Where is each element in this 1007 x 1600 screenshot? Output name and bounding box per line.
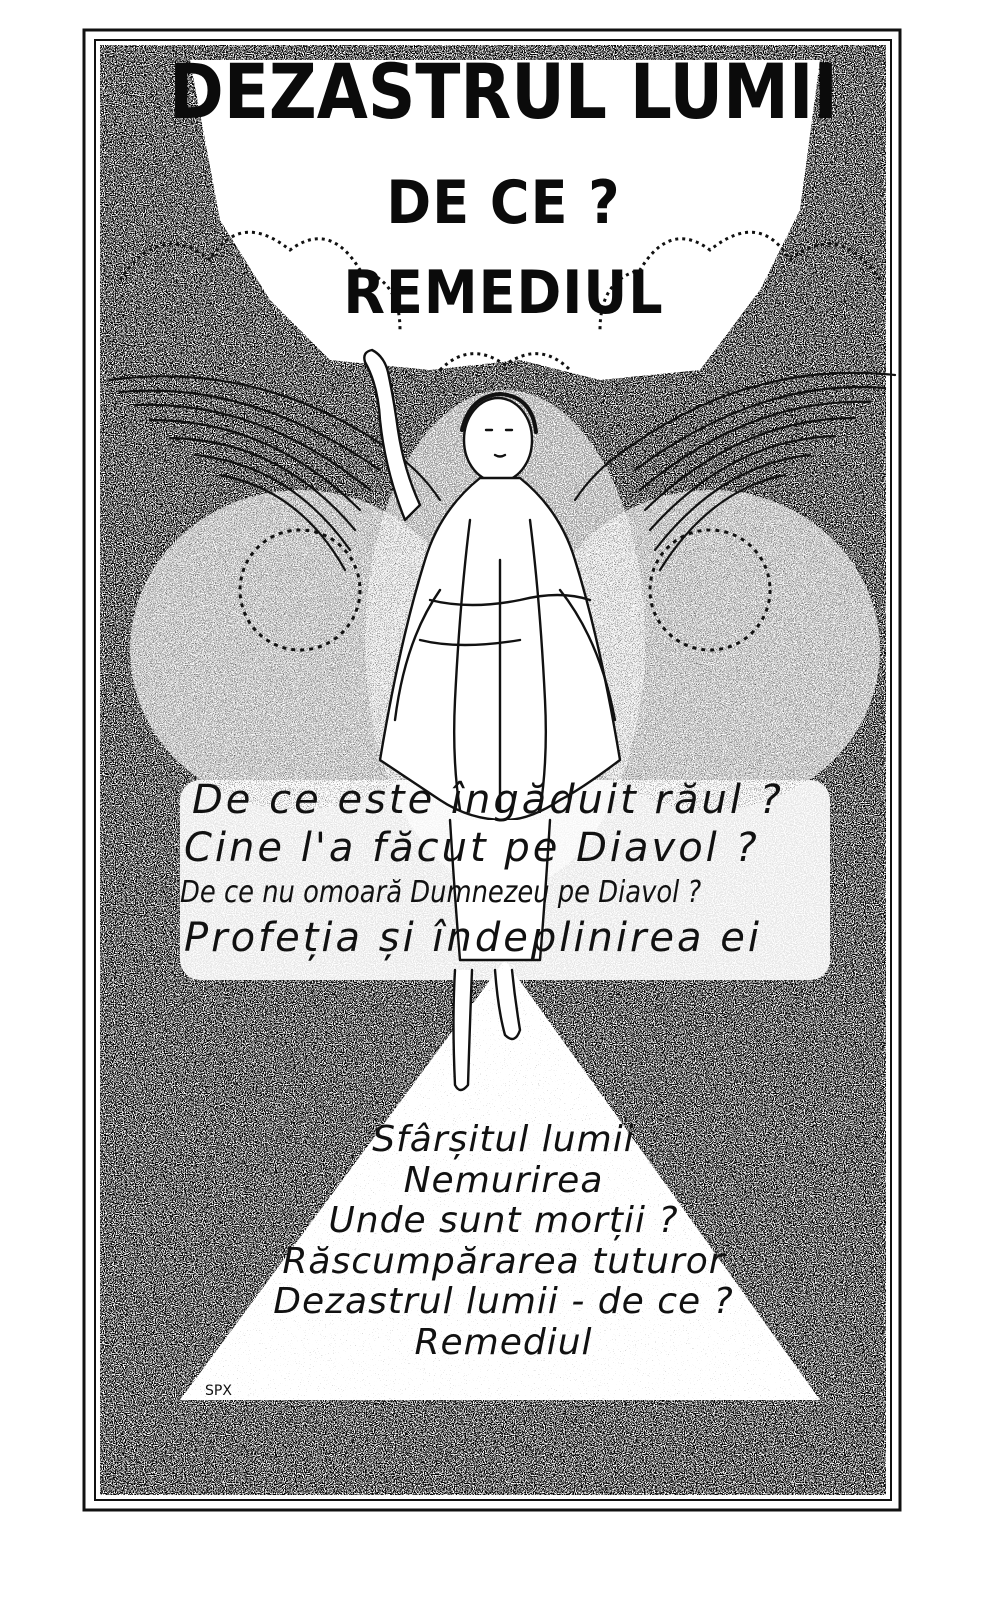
question-line: De ce nu omoară Dumnezeu pe Diavol ? [180,875,702,910]
question-line: Profeția și îndeplinirea ei [184,915,762,961]
question-line: Cine l'a făcut pe Diavol ? [184,825,760,871]
poster-subtitle: DE CE ? [386,168,621,238]
poster-title: DEZASTRUL LUMII [169,48,838,137]
topic-line: Dezastrul lumii - de ce ? [273,1281,734,1322]
topic-line: Răscumpărarea tuturor [282,1240,725,1282]
topic-line: Remediul [414,1321,593,1363]
topic-line: Nemurirea [403,1159,604,1201]
remedy-heading: REMEDIUL [343,258,664,328]
topics-list [0,1120,1007,1363]
questions-list [150,777,850,961]
artist-mark: SPX [205,1383,232,1399]
question-line: De ce este îngăduit răul ? [192,777,784,823]
topic-line: Sfârșitul lumii [372,1119,635,1160]
topic-line: Unde sunt morții ? [328,1200,679,1241]
